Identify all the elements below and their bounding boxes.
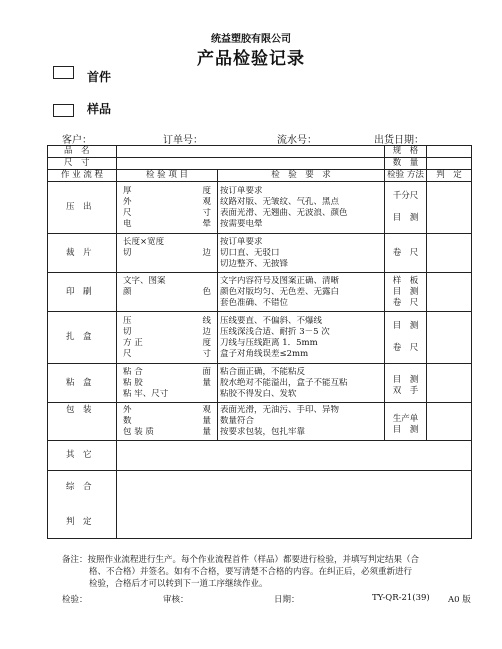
requirement-cell: 按订单要求 切口直、无驳口 切边整齐、无披锋 [218, 234, 385, 273]
judgement-label: 判 定 [66, 516, 92, 527]
inspection-table [47, 145, 472, 539]
reviewer-label: 审核： [163, 595, 189, 605]
judge-field[interactable] [427, 234, 472, 273]
col-judge: 判 定 [427, 170, 472, 182]
process-cell: 印 刷 [48, 273, 117, 312]
notes-line-2: 格、不合格）并签名。如有不合格，要写清楚不合格的内容。在纠正后，必须重新进行 [89, 567, 413, 577]
requirement-cell: 文字内容符号及图案正确、清晰 颜色对版均匀、无色差、无露白 套色准确、不错位 [218, 273, 385, 312]
process-cell: 压 出 [48, 182, 117, 234]
judge-field[interactable] [427, 403, 472, 441]
first-piece-label: 首件 [87, 70, 112, 84]
requirement-cell: 粘合面正确，不能粘反 胶水绝对不能溢出，盒子不能互粘 粘胶不得发白、发软 [218, 364, 385, 403]
method-cell: 生产单 目 测 [385, 403, 427, 441]
quantity-field[interactable] [427, 158, 472, 170]
size-label: 尺 寸 [48, 158, 117, 170]
judge-field[interactable] [427, 312, 472, 364]
method-cell: 样 板 目 测 卷 尺 [385, 273, 427, 312]
process-cell: 扎 盒 [48, 312, 117, 364]
order-number-label: 订单号： [163, 135, 203, 146]
col-item: 检 验 项 目 [117, 170, 218, 182]
table-row [48, 182, 472, 234]
table-row [48, 312, 472, 364]
process-cell: 包 装 [48, 403, 117, 441]
item-cell: 长度×宽度 切 边 [117, 234, 218, 273]
method-cell: 目 测 双 手 [385, 364, 427, 403]
requirement-cell: 表面光滑，无油污、手印、异物 数量符合 按要求包装，包扎牢靠 [218, 403, 385, 441]
table-row [48, 273, 472, 312]
sample-label: 样品 [87, 102, 112, 116]
other-label: 其 它 [48, 441, 117, 471]
notes-line-3: 检验，合格后才可以转到下一道工序继续作业。 [89, 579, 268, 589]
item-cell: 外 观 数 量 包 装 质 量 [117, 403, 218, 441]
other-field[interactable] [117, 441, 472, 471]
summary-judgement-cell [48, 471, 117, 539]
customer-label: 客户： [62, 135, 92, 146]
form-version: A0 版 [448, 595, 471, 605]
notes [62, 554, 474, 590]
table-row [48, 403, 472, 441]
serial-number-label: 流水号： [277, 135, 317, 146]
process-cell: 裁 片 [48, 234, 117, 273]
requirement-cell: 压线要直、不偏斜、不爆线 压线深浅合适、耐折 3－5 次 刀线与压线距离 1．5mm 盒子对角线误差≤2mm [218, 312, 385, 364]
first-piece-checkbox[interactable] [53, 66, 74, 79]
table-row [48, 441, 472, 471]
method-cell: 目 测 卷 尺 [385, 312, 427, 364]
spec-label: 规 格 [385, 146, 427, 158]
quantity-label: 数 量 [385, 158, 427, 170]
col-method: 检验 方法 [385, 170, 427, 182]
sample-checkbox[interactable] [53, 104, 74, 117]
judge-field[interactable] [427, 182, 472, 234]
ship-date-label: 出货日期： [374, 135, 424, 146]
spec-field[interactable] [427, 146, 472, 158]
date-label: 日期： [274, 595, 300, 605]
requirement-cell: 按订单要求 纹路对版、无皱纹、气孔、黑点 表面光滑、无翘曲、无波浪、颜色 按需要电晕 [218, 182, 385, 234]
notes-line-1: 备注：按照作业流程进行生产。每个作业流程首件（样品）都要进行检验，并填写判定结果（合 [62, 555, 420, 565]
process-cell: 粘 盒 [48, 364, 117, 403]
product-name-field[interactable] [117, 146, 385, 158]
col-requirement: 检 验 要 求 [218, 170, 385, 182]
method-cell: 千分尺 目 测 [385, 182, 427, 234]
summary-label: 综 合 [66, 481, 92, 492]
item-cell: 文字、图案 颜 色 [117, 273, 218, 312]
form-code: TY-QR-21(39) [372, 593, 430, 603]
method-cell: 卷 尺 [385, 234, 427, 273]
company-name: 统益塑胶有限公司 [211, 34, 291, 45]
item-cell: 压 线 切 边 方 正 度 尺 寸 [117, 312, 218, 364]
summary-field[interactable] [117, 471, 472, 539]
item-cell: 厚 度 外 观 尺 寸 电 晕 [117, 182, 218, 234]
table-row [48, 234, 472, 273]
inspector-label: 检验： [62, 595, 88, 605]
document-title: 产品检验记录 [197, 49, 305, 69]
judge-field[interactable] [427, 273, 472, 312]
item-cell: 粘 合 面 粘 胶 量 粘 牢、尺寸 [117, 364, 218, 403]
table-row [48, 364, 472, 403]
size-field[interactable] [117, 158, 385, 170]
col-process: 作 业 流 程 [48, 170, 117, 182]
product-name-label: 品 名 [48, 146, 117, 158]
table-row [48, 471, 472, 539]
judge-field[interactable] [427, 364, 472, 403]
